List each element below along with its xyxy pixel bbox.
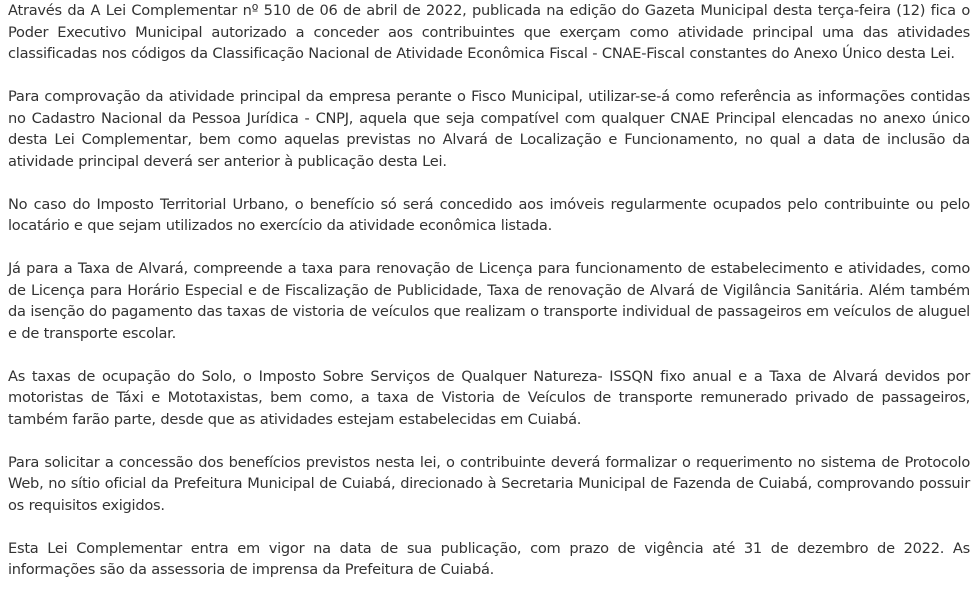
article-paragraph-2: Para comprovação da atividade principal da empresa perante o Fisco Municipal, utilizar-se-á como referência as informações contidas no Cadastro Nacional da Pessoa Jurídica - CNPJ, aquela que seja compatível com qualquer CNAE Principal elencadas no anexo único desta Lei Complementar, bem como aquelas previstas no Alvará de Localização e Funcionamento, no qual a data de inclusão da atividade principal deverá ser anterior à publicação desta Lei. <box>8 88 970 170</box>
article-paragraph-1: Através da A Lei Complementar nº 510 de 06 de abril de 2022, publicada na edição do Gazeta Municipal desta terça-feira (12) fica o Poder Executivo Municipal autorizado a conceder aos contribuintes que exerçam como atividade principal uma das atividades classificadas nos códigos da Classificação Nacional de Atividade Econômica Fiscal - CNAE-Fiscal constantes do Anexo Único desta Lei. <box>8 2 970 62</box>
article-paragraph-3: No caso do Imposto Territorial Urbano, o benefício só será concedido aos imóveis regularmente ocupados pelo contribuinte ou pelo locatário e que sejam utilizados no exercício da atividade econômica listada. <box>8 195 970 234</box>
article-paragraph-6: Para solicitar a concessão dos benefícios previstos nesta lei, o contribuinte deverá formalizar o requerimento no sistema de Protocolo Web, no sítio oficial da Prefeitura Municipal de Cuiabá, direcionado à Secretaria Municipal de Fazenda de Cuiabá, comprovando possuir os requisitos exigidos. <box>8 453 970 514</box>
article-paragraph-7: Esta Lei Complementar entra em vigor na data de sua publicação, com prazo de vigência até 31 de dezembro de 2022. As informações são da assessoria de imprensa da Prefeitura de Cuiabá. <box>8 539 970 578</box>
article-paragraph-4: Já para a Taxa de Alvará, compreende a taxa para renovação de Licença para funcionamento de estabelecimento e atividades, como de Licença para Horário Especial e de Fiscalização de Publicidade, Taxa de renovação de Alvará de Vigilância Sanitária. Além também da isenção do pagamento das taxas de vistoria de veículos que realizam o transporte individual de passageiros em veículos de aluguel e de transporte escolar. <box>8 260 970 342</box>
article-paragraph-5: As taxas de ocupação do Solo, o Imposto Sobre Serviços de Qualquer Natureza- ISSQN fixo anual e a Taxa de Alvará devidos por motoristas de Táxi e Mototaxistas, bem como, a taxa de Vistoria de Veículos de transporte remunerado privado de passageiros, também farão parte, desde que as atividades estejam estabelecidas em Cuiabá. <box>8 367 970 428</box>
